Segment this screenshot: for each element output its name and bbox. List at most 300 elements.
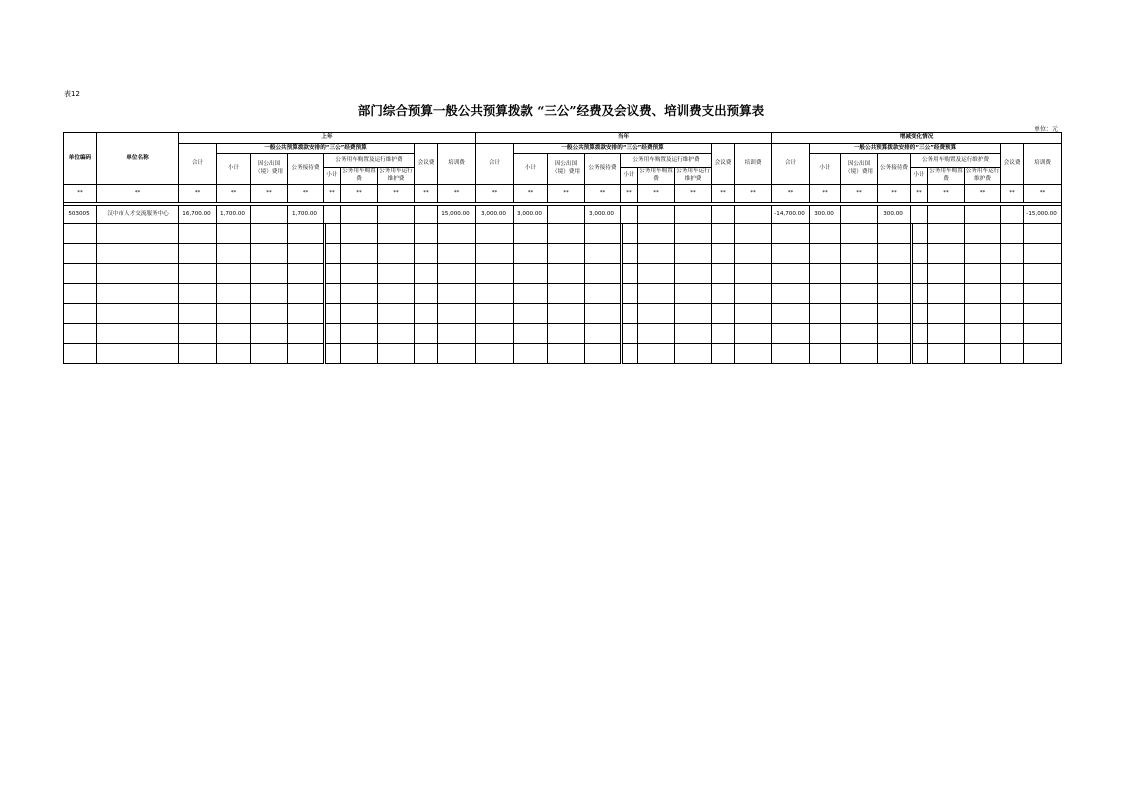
empty-cell [97,284,179,304]
empty-cell [928,244,965,264]
empty-cell [675,304,712,324]
empty-cell [378,304,415,324]
empty-cell [623,244,638,264]
empty-cell [326,304,341,324]
header-subtotal: 小计 [217,154,251,185]
empty-cell [913,344,928,364]
empty-cell [251,264,288,284]
empty-cell [179,244,217,264]
value-cell [1001,206,1024,224]
empty-cell [476,344,514,364]
header-vehicle-running: 公务用车运行维护费 [675,168,712,185]
marker-cell: ** [97,185,179,203]
header-reception: 公务接待费 [878,154,911,185]
empty-cell [64,304,97,324]
empty-cell [965,304,1001,324]
empty-row [64,304,1062,324]
value-cell [675,206,712,224]
empty-cell [217,224,251,244]
empty-cell [217,284,251,304]
marker-cell: ** [810,185,841,203]
empty-cell [928,284,965,304]
empty-cell [288,344,324,364]
empty-cell [712,324,735,344]
marker-cell: ** [341,185,378,203]
empty-cell [1024,264,1062,284]
empty-row [64,344,1062,364]
empty-cell [97,224,179,244]
header-current-group: 当年 [476,133,772,144]
empty-cell [841,244,878,264]
empty-cell [326,224,341,244]
empty-cell [438,304,476,324]
empty-cell [378,224,415,244]
marker-cell: ** [675,185,712,203]
header-abroad: 因公出国（境）费用 [251,154,288,185]
empty-cell [913,244,928,264]
empty-cell [548,224,585,244]
empty-cell [913,224,928,244]
empty-cell [623,324,638,344]
empty-cell [179,344,217,364]
budget-table [63,132,1062,364]
value-cell: 3,000.00 [585,206,621,224]
value-cell [341,206,378,224]
empty-cell [638,324,675,344]
empty-cell [878,224,911,244]
header-change-group: 增减变化情况 [772,133,1062,144]
empty-cell [810,304,841,324]
empty-cell [514,224,548,244]
empty-cell [415,284,438,304]
marker-cell: ** [841,185,878,203]
empty-cell [514,284,548,304]
empty-cell [514,324,548,344]
header-vehicle-purchase: 公务用车购置费 [928,168,965,185]
empty-cell [735,324,772,344]
empty-cell [638,264,675,284]
header-vehicle-subtotal: 小计 [621,168,638,185]
value-cell [251,206,288,224]
marker-cell: ** [288,185,324,203]
empty-cell [675,324,712,344]
empty-cell [1001,244,1024,264]
empty-cell [97,324,179,344]
header-vehicle-running: 公务用车运行维护费 [378,168,415,185]
empty-cell [965,284,1001,304]
empty-cell [1001,344,1024,364]
empty-cell [64,244,97,264]
header-row [64,144,1062,154]
empty-cell [735,284,772,304]
header-reception: 公务接待费 [288,154,324,185]
empty-cell [913,304,928,324]
empty-cell [772,304,810,324]
empty-cell [810,344,841,364]
empty-cell [476,224,514,244]
value-cell [735,206,772,224]
unit-name-cell: 汉中市人才交流服务中心 [97,206,179,224]
empty-cell [217,244,251,264]
empty-cell [64,264,97,284]
empty-cell [638,304,675,324]
empty-cell [438,264,476,284]
empty-cell [1001,304,1024,324]
empty-cell [841,324,878,344]
empty-cell [772,344,810,364]
empty-cell [623,224,638,244]
empty-cell [841,284,878,304]
marker-cell: ** [324,185,341,203]
empty-cell [378,244,415,264]
empty-cell [438,284,476,304]
empty-cell [415,304,438,324]
unit-label: 单位：元 [1033,126,1058,133]
empty-cell [548,244,585,264]
empty-cell [913,324,928,344]
header-reception: 公务接待费 [585,154,621,185]
empty-cell [638,344,675,364]
header-meeting: 会议费 [1001,144,1024,185]
empty-cell [928,224,965,244]
value-cell: -15,000.00 [1024,206,1062,224]
value-cell: 300.00 [810,206,841,224]
value-cell [415,206,438,224]
empty-cell [623,304,638,324]
empty-cell [638,224,675,244]
empty-cell [415,264,438,284]
empty-cell [548,324,585,344]
empty-cell [585,284,621,304]
empty-cell [810,244,841,264]
marker-cell: ** [712,185,735,203]
empty-cell [712,224,735,244]
value-cell: 3,000.00 [476,206,514,224]
empty-cell [810,284,841,304]
value-cell [378,206,415,224]
empty-cell [251,344,288,364]
marker-cell: ** [638,185,675,203]
empty-cell [585,324,621,344]
header-vehicle-group: 公务用车购置及运行维护费 [324,154,415,168]
empty-cell [712,284,735,304]
empty-cell [548,264,585,284]
empty-cell [251,224,288,244]
empty-cell [326,264,341,284]
value-cell: -14,700.00 [772,206,810,224]
header-vehicle-subtotal: 小计 [911,168,928,185]
empty-cell [928,304,965,324]
empty-cell [438,324,476,344]
empty-cell [217,324,251,344]
empty-cell [1001,264,1024,284]
marker-cell: ** [965,185,1001,203]
empty-cell [965,344,1001,364]
empty-cell [638,284,675,304]
marker-row [64,185,1062,203]
value-cell [712,206,735,224]
header-abroad: 因公出国（境）费用 [841,154,878,185]
header-training: 培训费 [1024,144,1062,185]
empty-cell [878,244,911,264]
value-cell: 1,700.00 [217,206,251,224]
header-sangong-budget: 一般公共预算拨款安排的“三公”经费预算 [217,144,415,154]
empty-cell [415,324,438,344]
empty-cell [1001,324,1024,344]
table-row [64,206,1062,224]
empty-cell [675,264,712,284]
empty-cell [514,304,548,324]
empty-cell [1001,284,1024,304]
value-cell: 300.00 [878,206,911,224]
marker-cell: ** [514,185,548,203]
empty-cell [712,244,735,264]
empty-cell [326,284,341,304]
empty-cell [251,324,288,344]
empty-cell [288,264,324,284]
header-abroad: 因公出国（境）费用 [548,154,585,185]
empty-cell [251,244,288,264]
empty-cell [638,244,675,264]
empty-cell [341,304,378,324]
empty-cell [810,224,841,244]
empty-cell [378,344,415,364]
empty-cell [378,284,415,304]
header-total: 合计 [476,144,514,185]
value-cell [621,206,638,224]
header-subtotal: 小计 [810,154,841,185]
empty-cell [878,304,911,324]
header-total: 合计 [179,144,217,185]
empty-cell [772,264,810,284]
unit-code-cell: 503005 [64,206,97,224]
empty-cell [735,344,772,364]
empty-cell [288,224,324,244]
empty-cell [1024,244,1062,264]
empty-cell [378,324,415,344]
empty-cell [64,224,97,244]
marker-cell: ** [179,185,217,203]
marker-cell: ** [217,185,251,203]
empty-cell [772,284,810,304]
empty-cell [548,344,585,364]
empty-cell [476,264,514,284]
empty-cell [735,244,772,264]
header-sangong-budget: 一般公共预算拨款安排的“三公”经费预算 [514,144,712,154]
header-sangong-budget: 一般公共预算拨款安排的“三公”经费预算 [810,144,1001,154]
empty-row [64,324,1062,344]
empty-cell [179,304,217,324]
marker-cell: ** [378,185,415,203]
empty-cell [97,264,179,284]
empty-cell [251,284,288,304]
empty-cell [675,284,712,304]
marker-cell: ** [438,185,476,203]
empty-cell [965,224,1001,244]
marker-cell: ** [928,185,965,203]
empty-cell [341,324,378,344]
header-vehicle-group: 公务用车购置及运行维护费 [621,154,712,168]
header-training: 培训费 [438,144,476,185]
empty-cell [585,224,621,244]
header-total: 合计 [772,144,810,185]
marker-cell: ** [548,185,585,203]
empty-cell [772,244,810,264]
empty-cell [438,344,476,364]
empty-cell [841,304,878,324]
empty-cell [64,344,97,364]
empty-cell [735,304,772,324]
empty-cell [97,244,179,264]
budget-table-body [64,133,1062,364]
header-vehicle-group: 公务用车购置及运行维护费 [911,154,1001,168]
empty-cell [97,304,179,324]
page-title: 部门综合预算一般公共预算拨款 “三公”经费及会议费、培训费支出预算表 [357,103,765,118]
empty-cell [415,344,438,364]
empty-cell [878,344,911,364]
empty-cell [217,304,251,324]
header-vehicle-purchase: 公务用车购置费 [341,168,378,185]
value-cell [841,206,878,224]
empty-cell [476,284,514,304]
empty-cell [965,324,1001,344]
empty-cell [735,224,772,244]
empty-cell [585,264,621,284]
empty-cell [965,264,1001,284]
empty-cell [378,264,415,284]
empty-cell [217,264,251,284]
marker-cell: ** [251,185,288,203]
empty-cell [341,244,378,264]
empty-cell [288,324,324,344]
table-number: 表12 [64,90,80,98]
header-unit-code: 单位编码 [64,133,97,185]
empty-cell [928,264,965,284]
empty-cell [548,304,585,324]
empty-cell [913,284,928,304]
empty-cell [1024,324,1062,344]
empty-cell [476,324,514,344]
empty-row [64,264,1062,284]
empty-cell [341,344,378,364]
empty-cell [712,304,735,324]
empty-cell [415,244,438,264]
header-subtotal: 小计 [514,154,548,185]
empty-cell [514,244,548,264]
value-cell [324,206,341,224]
empty-cell [965,244,1001,264]
header-vehicle-running: 公务用车运行维护费 [965,168,1001,185]
empty-row [64,244,1062,264]
value-cell: 16,700.00 [179,206,217,224]
empty-cell [476,244,514,264]
header-row [64,133,1062,144]
empty-cell [288,244,324,264]
empty-cell [179,324,217,344]
value-cell: 3,000.00 [514,206,548,224]
empty-cell [878,284,911,304]
value-cell [911,206,928,224]
empty-cell [438,224,476,244]
empty-cell [810,324,841,344]
empty-cell [928,344,965,364]
empty-cell [179,264,217,284]
empty-cell [772,324,810,344]
empty-cell [841,264,878,284]
header-training: 培训费 [735,144,772,185]
empty-cell [514,264,548,284]
empty-cell [585,304,621,324]
value-cell [965,206,1001,224]
marker-cell: ** [1001,185,1024,203]
empty-cell [548,284,585,304]
header-unit-name: 单位名称 [97,133,179,185]
empty-cell [841,344,878,364]
empty-cell [179,224,217,244]
marker-cell: ** [1024,185,1062,203]
marker-cell: ** [621,185,638,203]
empty-cell [712,344,735,364]
marker-cell: ** [476,185,514,203]
empty-cell [326,244,341,264]
empty-cell [438,244,476,264]
empty-cell [179,284,217,304]
empty-cell [913,264,928,284]
marker-cell: ** [878,185,911,203]
value-cell: 15,000.00 [438,206,476,224]
empty-cell [1024,224,1062,244]
empty-cell [326,344,341,364]
empty-cell [928,324,965,344]
empty-cell [64,284,97,304]
empty-cell [415,224,438,244]
empty-cell [878,324,911,344]
empty-cell [514,344,548,364]
empty-cell [326,324,341,344]
value-cell [928,206,965,224]
empty-cell [772,224,810,244]
empty-cell [585,344,621,364]
empty-cell [623,344,638,364]
empty-cell [585,244,621,264]
empty-cell [64,324,97,344]
empty-cell [878,264,911,284]
header-meeting: 会议费 [415,144,438,185]
empty-row [64,224,1062,244]
empty-cell [712,264,735,284]
empty-cell [675,224,712,244]
header-last-group: 上年 [179,133,476,144]
empty-cell [288,304,324,324]
header-vehicle-subtotal: 小计 [324,168,341,185]
value-cell [638,206,675,224]
marker-cell: ** [585,185,621,203]
header-vehicle-purchase: 公务用车购置费 [638,168,675,185]
empty-cell [341,264,378,284]
empty-cell [1024,344,1062,364]
marker-cell: ** [735,185,772,203]
marker-cell: ** [415,185,438,203]
empty-cell [810,264,841,284]
empty-cell [735,264,772,284]
empty-cell [841,224,878,244]
empty-cell [623,264,638,284]
empty-cell [341,224,378,244]
value-cell: 1,700.00 [288,206,324,224]
empty-cell [623,284,638,304]
empty-cell [476,304,514,324]
value-cell [548,206,585,224]
